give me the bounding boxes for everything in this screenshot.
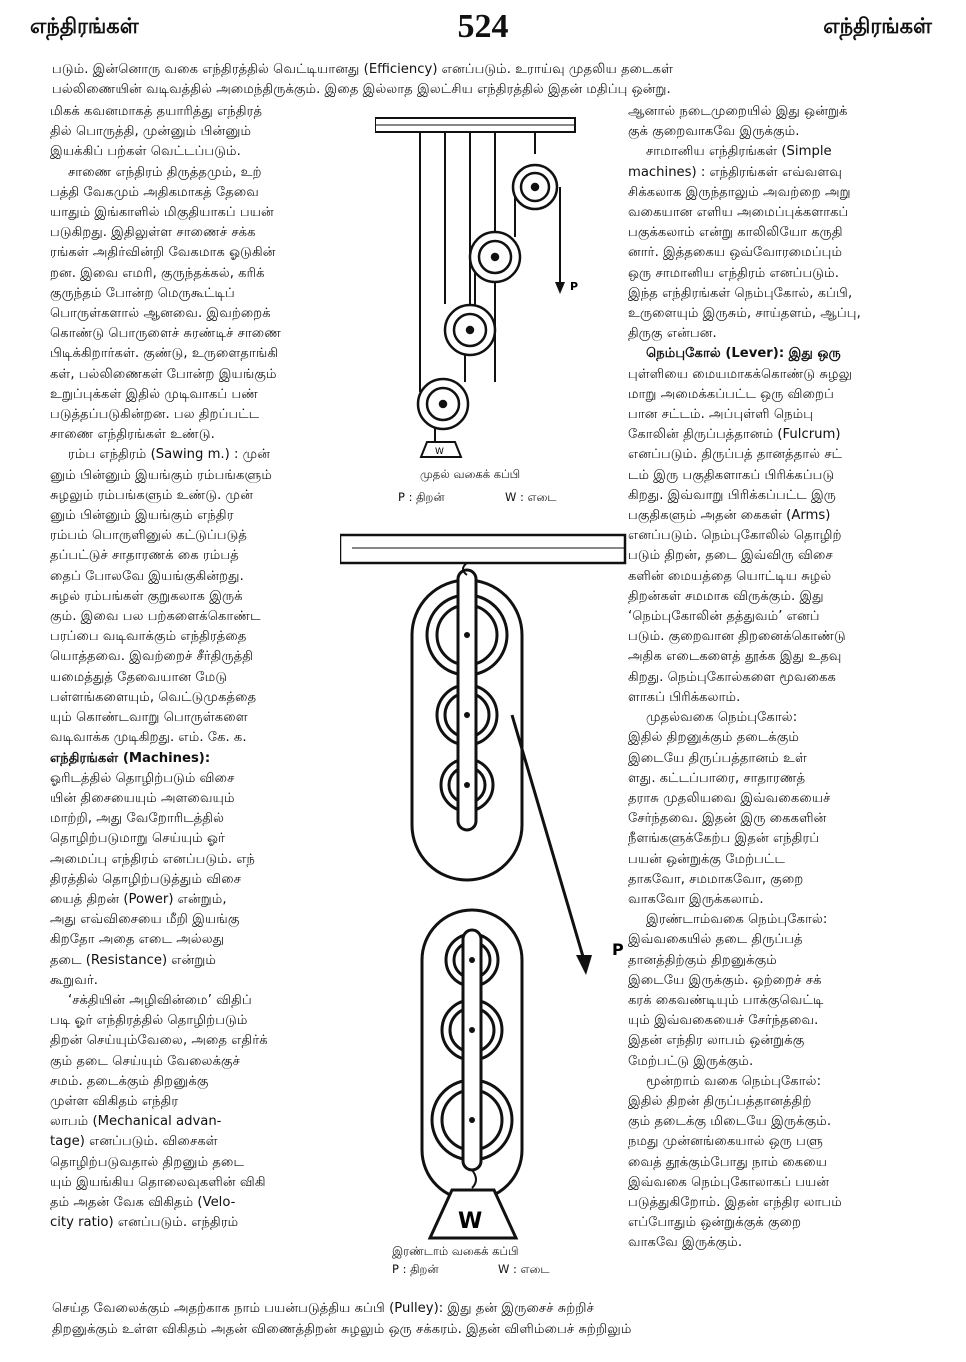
text-line: ‘சக்தியின் அழிவின்மை’ விதிப்	[68, 992, 252, 1008]
weight-label-2: W	[458, 1209, 483, 1234]
text-line: சேர்ந்தவை. இதன் இரு கைகளின்	[628, 811, 827, 827]
text-line: நெம்புகோல் (Lever): இது ஒரு	[646, 346, 841, 362]
text-line: இவ்வகை நெம்புகோலாகப் பயன்	[628, 1174, 830, 1190]
text-line: றன. இவை எமரி, குருந்தக்கல், கரிக்	[50, 265, 265, 281]
pulley-second	[470, 232, 520, 282]
text-line: மேற்பட்டு இருக்கும்.	[628, 1053, 754, 1069]
text-line: படுத்தப்படுகின்றன. பல திறப்பட்ட	[50, 407, 260, 423]
text-line: எனப்படும். திருப்பத் தானத்தால் சட்	[628, 447, 843, 463]
pulley-third	[445, 305, 495, 355]
text-line: திரத்தில் தொழிற்படுத்தும் விசை	[50, 871, 242, 887]
text-line: தானத்திற்கும் திறனுக்கும்	[628, 952, 777, 968]
text-line: பான சட்டம். அப்புள்ளி நெம்பு	[628, 407, 814, 423]
top-line-1: படும். இன்னொரு வகை எந்திரத்தில் வெட்டியானது (Efficiency) எனப்படும். உராய்வு முதலிய தடைகள்	[52, 62, 673, 77]
text-line: யும் இயங்கிய தொலைவுகளின் விகி	[50, 1174, 266, 1190]
text-line: சாணை எந்திரம் திருத்தமும், உற்	[68, 164, 262, 180]
text-line: ளாகப் பிரிக்கலாம்.	[628, 689, 741, 705]
figure2-legend-w: W : எடை	[498, 1262, 550, 1276]
text-line: யும் இவ்வகையைச் சேர்ந்தவை.	[628, 1013, 819, 1029]
text-line: இடையே இருக்கும். ஒற்றைச் சக்	[628, 972, 822, 988]
figure1-legend-w: W : எடை	[505, 490, 557, 504]
text-line: தொழிற்படுவதால் திறனும் தடை	[50, 1154, 244, 1170]
text-line: பொருள்களால் ஆனவை. இவற்றைக்	[50, 306, 271, 322]
text-line: machines) : எந்திரங்கள் எவ்வளவு	[628, 164, 843, 180]
text-line: இதன் எந்திர லாபம் ஒன்றுக்கு	[628, 1033, 805, 1049]
text-line: தப்பட்டுச் சாதாரணக் கை ரம்பத்	[50, 548, 239, 564]
figure1-legend-p: P : திறன்	[398, 490, 445, 504]
text-line: தைப் போலவே இயங்குகின்றது.	[50, 568, 244, 584]
right-column	[628, 102, 928, 1254]
lower-frame-bar	[463, 930, 481, 1170]
text-line: எனப்படும். நெம்புகோலில் தொழிற்	[628, 528, 842, 544]
pulley-bottom	[418, 379, 468, 429]
text-line: பகுக்கலாம் என்று காலிலியோ கருதி	[628, 225, 843, 241]
text-line: ஒரு சாமானிய எந்திரம் எனப்படும்.	[628, 265, 839, 281]
text-line: உறுப்புக்கள் இதில் முடிவாகப் பண்	[50, 386, 259, 402]
text-line: யின் திசையையும் அளவையும்	[50, 790, 235, 806]
text-line: கிறது. இவ்வாறு பிரிக்கப்பட்ட இரு	[628, 487, 837, 503]
pulley-figure-1	[375, 112, 625, 522]
text-line: city ratio) எனப்படும். எந்திரம்	[50, 1215, 239, 1231]
text-line: திறன் செய்யும்வேலை, அதை எதிர்க்	[50, 1033, 268, 1049]
text-line: ‘நெம்புகோலின் தத்துவம்’ எனப்	[628, 609, 820, 625]
text-line: திருகு என்பன.	[628, 326, 717, 342]
text-line: குக் குறைவாகவே இருக்கும்.	[628, 124, 800, 140]
top-line-2: பல்லிணையின் வடிவத்தில் அமைந்திருக்கும். இதை இல்லாத இலட்சிய எந்திரத்தில் இதன் மதிப்பு ஒன்று.	[52, 82, 671, 97]
text-line: முதல்வகை நெம்புகோல்:	[646, 710, 798, 726]
running-title-left: எந்திரங்கள்	[30, 14, 139, 38]
text-line: நமது முன்னங்கையால் ஒரு பளு	[628, 1134, 824, 1150]
text-line: கும் தடைக்கு மிடையே இருக்கும்.	[628, 1114, 832, 1130]
text-line: வாகவே இருக்கும்.	[628, 1235, 743, 1251]
figure2-legend-p: P : திறன்	[392, 1262, 439, 1276]
text-line: இடையே திருப்பத்தானம் உள்	[628, 750, 807, 766]
text-line: வைத் தூக்கும்போது நாம் கையை	[628, 1154, 828, 1170]
text-line: யமைத்துத் தேவையான மேடு	[50, 669, 228, 685]
text-line: சுழல் ரம்பங்கள் குறுகலாக இருக்	[50, 588, 243, 604]
force-arrow-head-2	[576, 955, 592, 975]
text-line: வாகவோ இருக்கலாம்.	[628, 891, 764, 907]
text-line: கிறது. நெம்புகோல்களை மூவகைக	[628, 669, 836, 685]
text-line: ரம்ப எந்திரம் (Sawing m.) : முன்	[68, 447, 271, 463]
text-line: கும். இவை பல பற்களைக்கொண்ட	[50, 609, 261, 625]
text-line: கள், பல்லிணைகள் போன்ற இயங்கும்	[50, 366, 277, 382]
text-line: ஆனால் நடைமுறையில் இது ஒன்றுக்	[628, 104, 848, 119]
text-line: கூறுவர்.	[50, 972, 98, 988]
text-line: தொழிற்படுமாறு செய்யும் ஓர்	[50, 831, 225, 847]
text-line: பிடிக்கிறார்கள். குண்டு, உருளைதாங்கி	[50, 346, 279, 362]
text-line: தம் அதன் வேக விகிதம் (Velo-	[50, 1194, 236, 1210]
text-line: தில் பொருத்தி, முன்னும் பின்னும்	[50, 124, 252, 140]
text-line: மாறு அமைக்கப்பட்ட ஒரு விறைப்	[628, 386, 834, 402]
text-line: னும் பின்னும் இயங்கும் எந்திர	[50, 508, 234, 524]
text-line: பகுதிகளும் அதன் கைகள் (Arms)	[628, 508, 831, 524]
text-line: tage) எனப்படும். விசைகள்	[50, 1134, 218, 1150]
text-line: படி ஓர் எந்திரத்தில் தொழிற்படும்	[50, 1013, 248, 1029]
text-line: படும். குறைவான திறனைக்கொண்டு	[628, 629, 846, 645]
text-line: தராசு முதலியவை இவ்வகையைச்	[628, 790, 831, 806]
text-line: ஓரிடத்தில் தொழிற்படும் விசை	[50, 770, 235, 786]
pull-rope	[512, 715, 584, 960]
bottom-line-2: திறனுக்கும் உள்ள விகிதம் அதன் விணைத்திறன் சுழலும் ஒரு சக்கரம். இதன் விளிம்பைச் சுற்றிலும்	[52, 1322, 632, 1337]
text-line: னும் பின்னும் இயங்கும் ரம்பங்களும்	[50, 467, 273, 483]
ceiling-beam-2	[340, 535, 625, 563]
text-line: உருளையும் இருசும், சாய்தளம், ஆப்பு,	[628, 306, 861, 322]
force-arrow-head	[555, 282, 565, 294]
text-line: ரங்கள் அதிர்வின்றி வேகமாக ஓடுகின்	[50, 245, 276, 261]
text-line: னார். இத்தகைய ஒவ்வோரமைப்பும்	[628, 245, 843, 261]
force-label-p: P	[570, 280, 579, 293]
page-header	[0, 8, 966, 48]
text-line: யாதும் இங்காளில் மிகுதியாகப் பயன்	[50, 205, 274, 221]
text-line: இந்த எந்திரங்கள் நெம்புகோல், கப்பி,	[628, 285, 853, 301]
upper-frame-bar	[458, 570, 476, 830]
text-line: சிக்கலாக இருந்தாலும் அவற்றை அறு	[628, 184, 851, 200]
text-line: தாகவோ, சமமாகவோ, குறை	[628, 871, 804, 887]
text-line: வகையான எளிய அமைப்புக்களாகப்	[628, 205, 849, 221]
text-line: சமம். தடைக்கும் திறனுக்கு	[50, 1073, 209, 1089]
text-line: முள்ள விகிதம் எந்திர	[50, 1093, 179, 1109]
text-line: அதிக எடைகளைத் தூக்க இது உதவு	[628, 649, 842, 665]
text-line: குருந்தம் போன்ற மெருகூட்டிப்	[50, 285, 235, 301]
text-line: யொத்தவை. இவற்றைச் சீர்திருத்தி	[50, 649, 254, 665]
text-line: புள்ளியை மையமாகக்கொண்டு சுழலு	[628, 366, 853, 382]
text-line: மிகக் கவனமாகத் தயாரித்து எந்திரத்	[50, 104, 263, 119]
text-line: கொண்டு பொருளைச் சுரண்டிச் சாணை	[50, 326, 282, 342]
text-line: வடிவாக்க முடிகிறது. எம். கே. க.	[50, 730, 247, 746]
text-line: அமைப்பு எந்திரம் எனப்படும். எந்	[50, 851, 255, 867]
figure2-caption: இரண்டாம் வகைக் கப்பி	[392, 1244, 519, 1258]
text-line: கிறதோ அதை எடை அல்லது	[50, 932, 225, 948]
text-line: அது எவ்விசையை மீறி இயங்கு	[50, 912, 240, 928]
text-line: படும் திறன், தடை இவ்விரு விசை	[628, 548, 833, 564]
left-column	[50, 102, 335, 1233]
pulley-figure-2	[340, 530, 630, 1242]
text-line: எப்போதும் ஒன்றுக்குக் குறை	[628, 1215, 802, 1231]
weight-label: W	[435, 447, 444, 457]
text-line: களின் மையத்தை யொட்டிய சுழல்	[628, 568, 832, 584]
text-line: லாபம் (Mechanical advan-	[50, 1114, 222, 1130]
text-line: இதில் திறன் திருப்பத்தானத்திற்	[628, 1093, 812, 1109]
text-line: சாமானிய எந்திரங்கள் (Simple	[646, 144, 832, 160]
text-line: இதில் திறனுக்கும் தடைக்கும்	[628, 730, 799, 746]
hook-bottom	[472, 1170, 476, 1188]
bottom-line-1: செய்த வேலைக்கும் அதற்காக நாம் பயன்படுத்திய கப்பி (Pulley): இது தன் இருசைச் சுற்றிச்	[52, 1301, 594, 1316]
text-line: சாணை எந்திரங்கள் உண்டு.	[50, 427, 215, 443]
force-label-p-2: P	[612, 940, 624, 959]
text-line: சுழலும் ரம்பங்களும் உண்டு. முன்	[50, 487, 253, 503]
text-line: கும் தடை செய்யும் வேலைக்குச்	[50, 1053, 240, 1069]
text-line: பரப்பை வடிவாக்கும் எந்திரத்தை	[50, 629, 247, 645]
text-line: டம் இரு பகுதிகளாகப் பிரிக்கப்படு	[628, 467, 835, 483]
text-line: பள்ளங்களையும், வெட்டுமுகத்தை	[50, 689, 257, 705]
bottom-lines	[52, 1298, 942, 1340]
text-line: திறன்கள் சமமாக விருக்கும். இது	[628, 588, 824, 604]
top-lines	[52, 60, 942, 100]
text-line: எந்திரங்கள் (Machines):	[50, 750, 211, 766]
text-line: நீளங்களுக்கேற்ப இதன் எந்திரப்	[628, 831, 820, 847]
text-line: மாற்றி, அது வேறோரிடத்தில்	[50, 811, 225, 827]
figure1-caption: முதல் வகைக் கப்பி	[420, 467, 521, 481]
text-line: படுத்துகிறோம். இதன் எந்திர லாபம்	[628, 1194, 842, 1210]
text-line: ரம்பம் பொருளினுல் கட்டுப்படுத்	[50, 528, 247, 544]
text-line: கோலின் திருப்பத்தானம் (Fulcrum)	[628, 427, 841, 443]
running-title-right: எந்திரங்கள்	[823, 14, 932, 38]
text-line: இரண்டாம்வகை நெம்புகோல்:	[646, 912, 828, 928]
text-line: யும் கொண்டவாறு பொருள்களை	[50, 710, 248, 726]
text-line: படுகிறது. இதிலுள்ள சாணைச் சக்க	[50, 225, 256, 241]
text-line: யைத் திறன் (Power) என்றும்,	[50, 891, 227, 907]
text-line: ளது. கட்டப்பாரை, சாதாரணத்	[628, 770, 806, 786]
text-line: இயக்கிப் பற்கள் வெட்டப்படும்.	[50, 144, 241, 160]
text-line: பத்தி வேகமும் அதிகமாகத் தேவை	[50, 184, 259, 200]
text-line: மூன்றாம் வகை நெம்புகோல்:	[646, 1073, 822, 1089]
text-line: இவ்வகையில் தடை திருப்பத்	[628, 932, 803, 948]
pulley-top	[513, 165, 557, 209]
text-line: பயன் ஒன்றுக்கு மேற்பட்ட	[628, 851, 785, 867]
page-number: 524	[457, 8, 509, 45]
text-line: கரக் கைவண்டியும் பாக்குவெட்டி	[628, 992, 824, 1008]
text-line: தடை (Resistance) என்றும்	[50, 952, 217, 968]
